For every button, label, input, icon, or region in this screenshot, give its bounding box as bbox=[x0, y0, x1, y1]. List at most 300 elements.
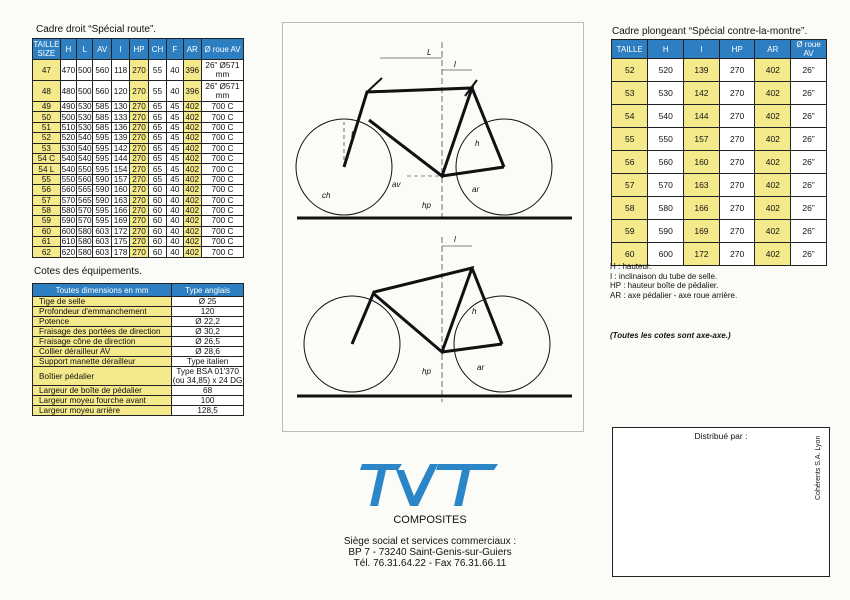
left_table-cell: 270 bbox=[130, 237, 148, 247]
left_table-cell: 402 bbox=[183, 226, 201, 236]
left_table-cell: 142 bbox=[111, 143, 129, 153]
right_table-row bbox=[612, 220, 827, 243]
equip_table-row bbox=[33, 347, 244, 357]
left_table-cell: 470 bbox=[60, 60, 76, 81]
left_table-cell: 540 bbox=[61, 164, 76, 174]
left_table-cell: 65 bbox=[148, 143, 166, 153]
label-ar-bottom: ar bbox=[477, 363, 485, 372]
right_table-cell: 402 bbox=[755, 151, 791, 174]
left_table-cell: 60 bbox=[148, 237, 166, 247]
right_table-cell: 270 bbox=[719, 59, 755, 82]
left_table-cell: 603 bbox=[93, 247, 111, 257]
left_table-cell: 700 C bbox=[201, 112, 243, 122]
left_table-cell: 402 bbox=[183, 174, 201, 184]
left_table-row bbox=[33, 185, 244, 195]
left_table-cell: 40 bbox=[167, 60, 183, 81]
equip_table-cell: Ø 22,2 bbox=[172, 317, 244, 327]
right_table-header-cell: AR bbox=[755, 40, 791, 59]
left_table-cell: 570 bbox=[77, 216, 92, 226]
left_table-row bbox=[33, 112, 244, 122]
equip_table-row bbox=[33, 406, 244, 416]
label-hp-bottom: hp bbox=[422, 367, 431, 376]
left_table-cell: 270 bbox=[130, 122, 148, 132]
equip_table-row bbox=[33, 317, 244, 327]
right_table-row bbox=[612, 174, 827, 197]
equip_table-cell: Support manette dérailleur bbox=[33, 357, 172, 367]
right_table-header-cell: I bbox=[684, 40, 720, 59]
equip_table-cell: Type BSA 01'370 (ou 34,85) x 24 DG bbox=[172, 367, 243, 385]
left_table-cell: 62 bbox=[33, 247, 61, 257]
left_table-cell: 595 bbox=[93, 133, 111, 143]
left_table-cell: 270 bbox=[130, 247, 148, 257]
left_table-cell: 580 bbox=[77, 226, 92, 236]
right_table-cell: 55 bbox=[612, 128, 648, 151]
left_table-cell: 45 bbox=[167, 102, 183, 112]
right_table-cell: 270 bbox=[719, 220, 755, 243]
left_table-row bbox=[33, 143, 244, 153]
left_table-cell: 45 bbox=[167, 112, 183, 122]
right_table-row bbox=[612, 128, 827, 151]
right_table-cell: 530 bbox=[648, 82, 684, 105]
right_table-cell: 26” bbox=[791, 243, 827, 266]
left_table-cell: 550 bbox=[77, 164, 92, 174]
left_table-cell: 585 bbox=[93, 122, 111, 132]
left_table-cell: 700 C bbox=[201, 237, 243, 247]
left_table-header-cell: TAILLE SIZE bbox=[33, 40, 60, 58]
left_table-cell: 65 bbox=[148, 174, 166, 184]
right_table-cell: 270 bbox=[719, 105, 755, 128]
right_table-header-cell: HP bbox=[719, 40, 755, 59]
right_table-cell: 270 bbox=[719, 151, 755, 174]
left_table-cell: 560 bbox=[93, 60, 111, 81]
tvt-logo bbox=[360, 462, 500, 508]
left_table-cell: 26” Ø571 mm bbox=[201, 60, 243, 81]
right_table-cell: 58 bbox=[612, 197, 648, 220]
equip_table-row bbox=[33, 386, 244, 396]
left_table-cell: 45 bbox=[167, 133, 183, 143]
right_table-cell: 580 bbox=[648, 197, 684, 220]
left_table-cell: 270 bbox=[130, 81, 148, 102]
left_table-cell: 55 bbox=[148, 81, 166, 102]
equip_table-cell: Profondeur d'emmanchement bbox=[33, 307, 172, 317]
left_table-cell: 65 bbox=[148, 133, 166, 143]
left_table-row bbox=[33, 81, 244, 102]
right_table-cell: 139 bbox=[684, 59, 720, 82]
left_table-cell: 595 bbox=[93, 153, 111, 163]
left_table-cell: 550 bbox=[61, 174, 76, 184]
left_table-cell: 530 bbox=[61, 143, 76, 153]
left_table-cell: 700 C bbox=[201, 216, 243, 226]
left_table-cell: 590 bbox=[93, 195, 111, 205]
left_table-cell: 136 bbox=[111, 122, 129, 132]
right-table-title: Cadre plongeant “Spécial contre-la-montre”. bbox=[612, 26, 808, 37]
equip_table-row bbox=[33, 307, 244, 317]
left_table-cell: 169 bbox=[111, 216, 129, 226]
left_table-cell: 402 bbox=[183, 237, 201, 247]
equip_table-cell: Fraisage des portées de direction bbox=[33, 327, 172, 337]
right_table-cell: 570 bbox=[648, 174, 684, 197]
left_table-header-cell: AV bbox=[93, 39, 111, 60]
left_table-cell: 580 bbox=[77, 237, 92, 247]
equip_table-cell: Fraisage cône de direction bbox=[33, 337, 172, 347]
left_table-cell: 402 bbox=[183, 122, 201, 132]
left_table-row bbox=[33, 195, 244, 205]
right_table-cell: 402 bbox=[755, 128, 791, 151]
left_table-cell: 700 C bbox=[201, 174, 243, 184]
left_table-cell: 490 bbox=[61, 102, 76, 112]
left_table-cell: 700 C bbox=[201, 122, 243, 132]
right_table-cell: 402 bbox=[755, 174, 791, 197]
right_table-cell: 270 bbox=[719, 197, 755, 220]
right_table-cell: 54 bbox=[612, 105, 648, 128]
legend-line: HP : hauteur boîte de pédalier. bbox=[610, 281, 719, 290]
left_table-cell: 270 bbox=[130, 143, 148, 153]
address-line: Siège social et services commerciaux : bbox=[343, 536, 517, 547]
left_table-cell: 530 bbox=[77, 102, 92, 112]
left_table-header-cell: CH bbox=[148, 39, 166, 60]
right_table-cell: 172 bbox=[684, 243, 720, 266]
equip_table-cell: Ø 28,6 bbox=[172, 347, 244, 357]
left_table-cell: 510 bbox=[61, 122, 76, 132]
left_table-cell: 40 bbox=[167, 247, 183, 257]
equip_table-header-cell: Toutes dimensions en mm bbox=[33, 284, 172, 297]
left_table-cell: 402 bbox=[183, 247, 201, 257]
label-av: av bbox=[392, 180, 401, 189]
equip_table-cell: 120 bbox=[172, 307, 244, 317]
right_table-cell: 26” bbox=[791, 105, 827, 128]
left_table-cell: 565 bbox=[77, 195, 92, 205]
left_table-cell: 45 bbox=[167, 122, 183, 132]
left_table-cell: 585 bbox=[93, 112, 111, 122]
brand-name: COMPOSITES bbox=[393, 514, 467, 526]
left_table-row bbox=[33, 205, 244, 215]
equip_table-row bbox=[33, 297, 244, 307]
left_table-cell: 65 bbox=[148, 112, 166, 122]
left_table-cell: 54 L bbox=[33, 164, 61, 174]
left_table-cell: 270 bbox=[130, 60, 148, 81]
right_table-cell: 270 bbox=[719, 243, 755, 266]
left_table-cell: 402 bbox=[183, 164, 201, 174]
right_table-cell: 270 bbox=[719, 174, 755, 197]
left_table-cell: 60 bbox=[148, 205, 166, 215]
left_table-row bbox=[33, 133, 244, 143]
left_table-cell: 270 bbox=[130, 185, 148, 195]
left_table-cell: 610 bbox=[61, 237, 76, 247]
equip-table-title: Cotes des équipements. bbox=[34, 266, 142, 277]
left_table-cell: 270 bbox=[130, 216, 148, 226]
left_table-cell: 600 bbox=[61, 226, 76, 236]
left_table-cell: 59 bbox=[33, 216, 61, 226]
left_table-cell: 166 bbox=[111, 205, 129, 215]
left_table-header-cell: L bbox=[77, 39, 93, 60]
left_table-cell: 580 bbox=[77, 247, 92, 257]
left_table-cell: 500 bbox=[77, 60, 93, 81]
legend-line: AR : axe pédalier - axe roue arrière. bbox=[610, 290, 738, 300]
left_table-cell: 480 bbox=[60, 81, 76, 102]
left_table-cell: 560 bbox=[61, 185, 76, 195]
left_table-cell: 120 bbox=[111, 81, 129, 102]
right_table-header-cell: H bbox=[648, 40, 684, 59]
left_table-cell: 178 bbox=[111, 247, 129, 257]
right_table-cell: 402 bbox=[755, 59, 791, 82]
right_table-cell: 600 bbox=[648, 243, 684, 266]
left_table-cell: 270 bbox=[130, 226, 148, 236]
left_table-cell: 590 bbox=[61, 216, 76, 226]
distributor-label: Distribué par : bbox=[694, 431, 748, 441]
left_table-row bbox=[33, 237, 244, 247]
right_table-cell: 590 bbox=[648, 220, 684, 243]
equip_table-cell: Type italien bbox=[172, 357, 244, 367]
left_table-row bbox=[33, 102, 244, 112]
left_table-cell: 40 bbox=[167, 185, 183, 195]
left_table-cell: 530 bbox=[77, 122, 92, 132]
left_table-cell: 50 bbox=[33, 112, 61, 122]
left_table-cell: 40 bbox=[167, 237, 183, 247]
left_table-cell: 270 bbox=[130, 164, 148, 174]
road-bike-diagram bbox=[296, 42, 572, 222]
left_table-cell: 45 bbox=[167, 174, 183, 184]
left_table-header-cell: H bbox=[60, 39, 76, 60]
left_table-cell: 154 bbox=[111, 164, 129, 174]
left_table-cell: 700 C bbox=[201, 164, 243, 174]
left_table-cell: 60 bbox=[33, 226, 61, 236]
equip_table-cell: Tige de selle bbox=[33, 297, 172, 307]
right_table-row bbox=[612, 59, 827, 82]
left_table-row bbox=[33, 174, 244, 184]
left_table-cell: 540 bbox=[77, 143, 92, 153]
right_table-header-cell: TAILLE bbox=[612, 40, 648, 59]
left_table-cell: 130 bbox=[111, 102, 129, 112]
left_table-cell: 700 C bbox=[201, 195, 243, 205]
left_table-cell: 40 bbox=[167, 216, 183, 226]
equip_table-cell: 100 bbox=[172, 396, 244, 406]
right_table-cell: 59 bbox=[612, 220, 648, 243]
label-hp: hp bbox=[422, 201, 431, 210]
left_table-cell: 58 bbox=[33, 205, 61, 215]
right_table-cell: 169 bbox=[684, 220, 720, 243]
left_table-cell: 60 bbox=[148, 185, 166, 195]
road-frame-table bbox=[32, 38, 244, 258]
chainstay-bottom bbox=[442, 344, 502, 352]
left_table-header-cell: I bbox=[111, 39, 129, 60]
right_table-cell: 402 bbox=[755, 197, 791, 220]
left_table-cell: 55 bbox=[148, 60, 166, 81]
right_table-cell: 520 bbox=[648, 59, 684, 82]
right_table-cell: 142 bbox=[684, 82, 720, 105]
left_table-cell: 65 bbox=[148, 153, 166, 163]
left_table-cell: 570 bbox=[77, 206, 92, 216]
legend bbox=[610, 262, 737, 300]
right_table-cell: 26” bbox=[791, 151, 827, 174]
left_table-cell: 172 bbox=[111, 226, 129, 236]
right_table-cell: 144 bbox=[684, 105, 720, 128]
left_table-cell: 45 bbox=[167, 143, 183, 153]
printer-credit: Cohérents S.A. Lyon bbox=[815, 435, 822, 500]
left_table-cell: 45 bbox=[167, 164, 183, 174]
left_table-cell: 270 bbox=[130, 112, 148, 122]
left_table-cell: 700 C bbox=[201, 153, 243, 163]
left_table-row bbox=[33, 216, 244, 226]
left_table-cell: 620 bbox=[61, 247, 76, 257]
equip_table-cell: Boîtier pédalier bbox=[33, 367, 172, 386]
left_table-cell: 570 bbox=[61, 195, 76, 205]
right_table-row bbox=[612, 105, 827, 128]
left_table-row bbox=[33, 122, 244, 132]
left_table-cell: 700 C bbox=[201, 133, 243, 143]
left_table-cell: 139 bbox=[111, 133, 129, 143]
left_table-cell: 595 bbox=[93, 205, 111, 215]
label-l: l bbox=[454, 60, 456, 69]
left_table-cell: 60 bbox=[148, 195, 166, 205]
left_table-cell: 402 bbox=[183, 153, 201, 163]
left_table-cell: 270 bbox=[130, 133, 148, 143]
right_table-cell: 26” bbox=[791, 174, 827, 197]
left_table-cell: 53 bbox=[33, 143, 61, 153]
equip_table-row bbox=[33, 357, 244, 367]
left_table-cell: 700 C bbox=[201, 205, 243, 215]
left_table-cell: 540 bbox=[61, 154, 76, 164]
left_table-cell: 60 bbox=[148, 247, 166, 257]
left_table-row bbox=[33, 247, 244, 257]
equip_table-header-cell: Type anglais bbox=[172, 284, 244, 297]
left_table-cell: 565 bbox=[77, 185, 92, 195]
right_table-header-cell: Ø roue AV bbox=[791, 40, 827, 59]
equip_table-row bbox=[33, 337, 244, 347]
left_table-cell: 402 bbox=[183, 205, 201, 215]
left_table-cell: 402 bbox=[183, 216, 201, 226]
left_table-row bbox=[33, 226, 244, 236]
label-ch: ch bbox=[322, 191, 331, 200]
left_table-cell: 500 bbox=[77, 81, 93, 102]
right_table-cell: 26” bbox=[791, 82, 827, 105]
left_table-cell: 56 bbox=[33, 185, 61, 195]
left_table-cell: 175 bbox=[111, 237, 129, 247]
left_table-cell: 402 bbox=[183, 112, 201, 122]
left_table-cell: 700 C bbox=[201, 247, 243, 257]
left_table-cell: 65 bbox=[148, 164, 166, 174]
left_table-cell: 55 bbox=[33, 174, 61, 184]
right_table-cell: 166 bbox=[684, 197, 720, 220]
equipment-table bbox=[32, 283, 244, 416]
equip_table-cell: Ø 26,5 bbox=[172, 337, 244, 347]
headtube-top bbox=[367, 78, 382, 92]
tt-bike-diagram bbox=[297, 237, 572, 402]
left_table-cell: 144 bbox=[111, 153, 129, 163]
left_table-cell: 595 bbox=[93, 143, 111, 153]
left_table-cell: 530 bbox=[77, 112, 92, 122]
left_table-cell: 52 bbox=[33, 133, 61, 143]
right_table-cell: 270 bbox=[719, 128, 755, 151]
left_table-cell: 402 bbox=[183, 185, 201, 195]
left_table-cell: 54 C bbox=[33, 153, 61, 163]
right_table-cell: 550 bbox=[648, 128, 684, 151]
left_table-cell: 585 bbox=[93, 102, 111, 112]
equip_table-cell: Largeur de boîte de pédalier bbox=[33, 386, 172, 396]
left_table-cell: 402 bbox=[183, 102, 201, 112]
left_table-cell: 47 bbox=[33, 60, 61, 81]
right_table-row bbox=[612, 151, 827, 174]
left_table-row bbox=[33, 153, 244, 163]
equip_table-row bbox=[33, 367, 244, 386]
right_table-cell: 160 bbox=[684, 151, 720, 174]
chainstay-top bbox=[442, 167, 504, 176]
company-address bbox=[344, 536, 516, 569]
right_table-cell: 26” bbox=[791, 197, 827, 220]
left_table-cell: 48 bbox=[33, 81, 61, 102]
left_table-cell: 49 bbox=[33, 102, 61, 112]
right_table-cell: 157 bbox=[684, 128, 720, 151]
left_table-cell: 396 bbox=[183, 81, 201, 102]
front-frame-top bbox=[344, 88, 472, 176]
axis-note: (Toutes les cotes sont axe-axe.) bbox=[610, 331, 731, 340]
left_table-cell: 270 bbox=[130, 205, 148, 215]
left_table-cell: 270 bbox=[130, 153, 148, 163]
left_table-header-cell: F bbox=[167, 39, 183, 60]
right_table-cell: 26” bbox=[791, 59, 827, 82]
equip_table-cell: Ø 25 bbox=[172, 297, 244, 307]
right_table-cell: 402 bbox=[755, 82, 791, 105]
left_table-cell: 500 bbox=[61, 112, 76, 122]
equip_table-row bbox=[33, 396, 244, 406]
left_table-cell: 560 bbox=[93, 81, 111, 102]
right_table-cell: 560 bbox=[648, 151, 684, 174]
left_table-cell: 157 bbox=[111, 174, 129, 184]
right_table-cell: 56 bbox=[612, 151, 648, 174]
left_table-row bbox=[33, 60, 244, 81]
left_table-cell: 700 C bbox=[201, 226, 243, 236]
address-line: Tél. 76.31.64.22 - Fax 76.31.66.11 bbox=[353, 558, 507, 569]
left_table-cell: 590 bbox=[93, 174, 111, 184]
left_table-cell: 580 bbox=[61, 206, 76, 216]
label-ar: ar bbox=[472, 185, 480, 194]
equip_table-row bbox=[33, 327, 244, 337]
left_table-cell: 402 bbox=[183, 195, 201, 205]
label-h: h bbox=[475, 139, 480, 148]
left_table-cell: 595 bbox=[93, 216, 111, 226]
right_table-cell: 26” bbox=[791, 220, 827, 243]
left_table-cell: 65 bbox=[148, 102, 166, 112]
left_table-cell: 118 bbox=[111, 60, 129, 81]
equip_table-cell: Largeur moyeu arrière bbox=[33, 406, 172, 416]
left_table-cell: 603 bbox=[93, 226, 111, 236]
left_table-cell: 160 bbox=[111, 185, 129, 195]
left_table-cell: 560 bbox=[77, 174, 92, 184]
left-table-title: Cadre droit “Spécial route”. bbox=[36, 24, 157, 35]
right_table-row bbox=[612, 197, 827, 220]
left_table-cell: 60 bbox=[148, 216, 166, 226]
left_table-cell: 40 bbox=[167, 226, 183, 236]
left_table-row bbox=[33, 164, 244, 174]
left_table-header-cell: Ø roue AV bbox=[201, 39, 243, 60]
left_table-cell: 700 C bbox=[201, 185, 243, 195]
right_table-cell: 52 bbox=[612, 59, 648, 82]
label-L: L bbox=[427, 48, 432, 57]
right_table-cell: 270 bbox=[719, 82, 755, 105]
left_table-header-cell: HP bbox=[130, 39, 148, 60]
equip_table-cell: 68 bbox=[172, 386, 244, 396]
left_table-cell: 540 bbox=[77, 133, 92, 143]
tt-frame-table bbox=[611, 39, 827, 266]
left_table-cell: 133 bbox=[111, 112, 129, 122]
left_table-cell: 270 bbox=[130, 102, 148, 112]
left_table-cell: 163 bbox=[111, 195, 129, 205]
left_table-cell: 40 bbox=[167, 81, 183, 102]
left_table-cell: 402 bbox=[183, 133, 201, 143]
right_table-cell: 26” bbox=[791, 128, 827, 151]
label-f: f bbox=[351, 130, 354, 139]
left_table-cell: 590 bbox=[93, 185, 111, 195]
left_table-cell: 60 bbox=[148, 226, 166, 236]
